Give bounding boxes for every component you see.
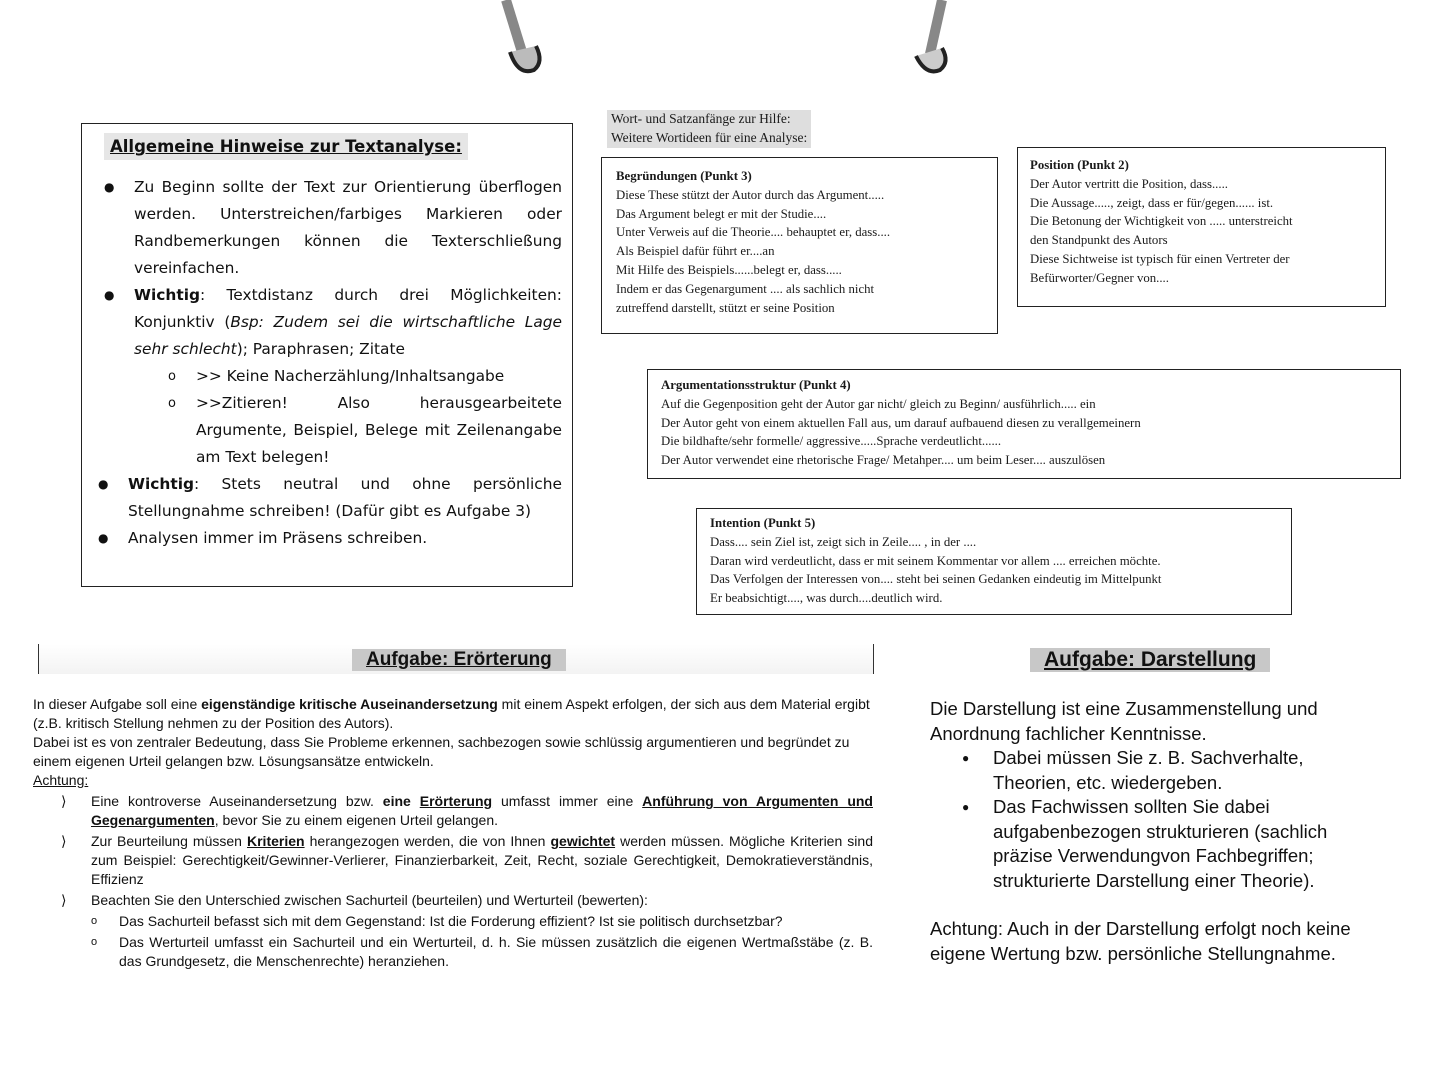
list-item-text: Zu Beginn sollte der Text zur Orientierung überflogen werden. Unterstreichen/farbiges Markieren oder Randbemerkungen können die Texterschließung vereinfachen. [134, 178, 562, 277]
box-title: Argumentationsstruktur (Punkt 4) [661, 378, 851, 392]
list-item: ● Das Fachwissen sollten Sie dabei aufgabenbezogen strukturieren (sachlich präzise Verwendungvon Fachbegriffen; strukturierte Darstellung einer Theorie). [930, 795, 1380, 893]
phrase-line: Als Beispiel dafür führt er....an [616, 244, 775, 259]
phrase-line: Befürworter/Gegner von.... [1030, 270, 1169, 285]
text: , bevor Sie zu einem eigenen Urteil gelangen. [214, 812, 498, 828]
phrase-line: den Standpunkt des Autors [1030, 233, 1168, 248]
text: Beachten Sie den Unterschied zwischen Sachurteil (beurteilen) und Werturteil (bewerten): [91, 892, 648, 908]
list-item [100, 174, 562, 282]
phrase-line: Das Verfolgen der Interessen von.... steht bei seinen Gedanken eindeutig im Mittelpunkt [710, 572, 1162, 587]
phrase-line: Indem er das Gegenargument .... als sachlich nicht [616, 281, 875, 296]
paragraph: Achtung: Auch in der Darstellung erfolgt noch keine eigene Wertung bzw. persönliche Stellungnahme. [930, 918, 1351, 964]
text: mit einem Aspekt erfolgen, der sich aus dem Material ergibt (z.B. kritisch Stellung nehmen zu der Position des Autors). [33, 696, 870, 731]
phrase-line: Der Autor vertritt die Position, dass..... [1030, 176, 1228, 191]
bold-text: eine [382, 793, 411, 809]
sub-list-item [33, 933, 873, 971]
underlined-text: Erörterung [419, 793, 493, 809]
list-item-text: : Stets neutral und ohne persönliche Stellungnahme schreiben! (Dafür gibt es Aufgabe 3) [128, 475, 562, 520]
list-item: ● Dabei müssen Sie z. B. Sachverhalte, Theorien, etc. wiedergeben. [930, 746, 1380, 795]
phrase-line: Die Aussage....., zeigt, dass er für/gegen...... ist. [1030, 195, 1274, 210]
circle-marker-icon: o [91, 915, 98, 927]
phrase-line: Auf die Gegenposition geht der Autor gar nicht/ gleich zu Beginn/ ausführlich..... ein [661, 396, 1096, 411]
sub-item-text: >> Keine Nacherzählung/Inhaltsangabe [196, 367, 505, 385]
eroerterung-section [33, 695, 873, 971]
phrase-line: Das Argument belegt er mit der Studie.... [616, 206, 827, 221]
bold-text: eigenständige kritische Auseinandersetzung [201, 696, 498, 712]
list-item [94, 471, 562, 525]
box-title: Begründungen (Punkt 3) [616, 169, 752, 183]
phrase-line: Diese These stützt der Autor durch das Argument..... [616, 187, 885, 202]
phrase-line: Mit Hilfe des Beispiels......belegt er, dass..... [616, 262, 842, 277]
general-notes-box [81, 123, 573, 587]
list-item [33, 832, 873, 889]
phrase-line: Unter Verweis auf die Theorie.... behauptet er, dass.... [616, 225, 891, 240]
text: herangezogen werden, die von Ihnen [304, 833, 551, 849]
begruendungen-box [601, 157, 998, 334]
phrase-line: Daran wird verdeutlicht, dass er mit seinem Kommentar vor allem .... erreichen möchte. [710, 553, 1161, 568]
phrase-line: Der Autor verwendet eine rhetorische Frage/ Metahper.... um beim Leser.... auszulösen [661, 453, 1106, 468]
sub-list-item [33, 912, 873, 931]
box-title: Intention (Punkt 5) [710, 516, 816, 530]
sub-list-item [100, 390, 562, 471]
important-label: Wichtig [128, 475, 194, 493]
underlined-text: Anführung von Argumenten und Gegenargumenten [91, 793, 873, 828]
phrase-line: Er beabsichtigt...., was durch....deutlich wird. [710, 591, 943, 606]
example-text: Bsp: Zudem sei die wirtschaftliche Lage sehr schlecht [134, 313, 563, 358]
binder-clip-left-icon [496, 0, 556, 80]
list-item-text: ); Paraphrasen; Zitate [236, 340, 405, 358]
paragraph [33, 695, 873, 733]
list-item-text: Analysen immer im Präsens schreiben. [128, 529, 428, 547]
helper-headings [607, 110, 811, 148]
arrow-marker-icon: ⟩ [61, 793, 67, 809]
helper-line-1: Wort- und Satzanfänge zur Hilfe: [607, 110, 811, 129]
text: In dieser Aufgabe soll eine [33, 696, 202, 712]
darstellung-section [930, 697, 1380, 966]
arrow-marker-icon: ⟩ [61, 892, 67, 908]
phrase-line: Dass.... sein Ziel ist, zeigt sich in Zeile.... , in der .... [710, 534, 977, 549]
text: Das Sachurteil befasst sich mit dem Gegenstand: Ist die Forderung effizient? Ist sie politisch durchsetzbar? [119, 913, 783, 929]
achtung-label: Achtung: [33, 772, 89, 788]
eroerterung-heading: Aufgabe: Erörterung [352, 649, 566, 671]
general-notes-title: Allgemeine Hinweise zur Textanalyse: [104, 133, 468, 160]
helper-line-2: Weitere Wortideen für eine Analyse: [607, 129, 811, 148]
darstellung-heading: Aufgabe: Darstellung [1030, 648, 1270, 672]
phrase-line: Der Autor geht von einem aktuellen Fall aus, um darauf aufbauend diesen zu verallgemeinern [661, 415, 1141, 430]
intention-box [696, 508, 1292, 615]
text: Das Werturteil umfasst ein Sachurteil und ein Werturteil, d. h. Sie müssen zusätzlich die eigenen Wertmaßstäbe (z. B. das Grundgesetz, die Menschenrechte) heranziehen. [119, 934, 873, 969]
phrase-line: Die bildhafte/sehr formelle/ aggressive.....Sprache verdeutlicht...... [661, 434, 1002, 449]
box-title: Position (Punkt 2) [1030, 158, 1129, 172]
sub-item-text: >>Zitieren! Also herausgearbeitete Argumente, Beispiel, Belege mit Zeilenangabe am Text belegen! [196, 394, 562, 466]
text: umfasst immer eine [492, 793, 643, 809]
general-notes-list [100, 174, 562, 552]
circle-marker-icon: o [91, 936, 98, 948]
text: werden müssen. Mögliche Kriterien sind zum Beispiel: Gerechtigkeit/Gewinner-Verlierer, Finanzierbarkeit, Zeit, Recht, soziale Gerechtigkeit, Demokratieverständnis, Effizienz [91, 833, 873, 887]
list-item [33, 891, 873, 910]
list-item [94, 525, 562, 552]
text: Eine kontroverse Auseinandersetzung bzw. [91, 793, 383, 809]
paragraph: Dabei ist es von zentraler Bedeutung, dass Sie Probleme erkennen, sachbezogen sowie schlüssig argumentieren und begründet zu einem eigenen Urteil gelangen bzw. Lösungsansätze entwickeln. [33, 734, 850, 769]
arrow-marker-icon: ⟩ [61, 833, 67, 849]
paragraph: Die Darstellung ist eine Zusammenstellung und Anordnung fachlicher Kenntnisse. [930, 698, 1318, 744]
sub-list-item [100, 363, 562, 390]
text: Zur Beurteilung müssen [91, 833, 247, 849]
underlined-text: gewichtet [550, 833, 616, 849]
phrase-line: Diese Sichtweise ist typisch für einen Vertreter der [1030, 251, 1290, 266]
list-item [33, 792, 873, 830]
list-item-text: : Textdistanz durch drei Möglichkeiten: Konjunktiv ( [134, 286, 562, 331]
position-box [1017, 147, 1386, 307]
underlined-text: Kriterien [247, 833, 305, 849]
phrase-line: Die Betonung der Wichtigkeit von ..... unterstreicht [1030, 214, 1293, 229]
important-label: Wichtig [134, 286, 200, 304]
argumentation-box [647, 369, 1401, 479]
phrase-line: zutreffend darstellt, stützt er seine Position [616, 300, 835, 315]
binder-clip-right-icon [906, 0, 966, 80]
list-item [100, 282, 562, 363]
